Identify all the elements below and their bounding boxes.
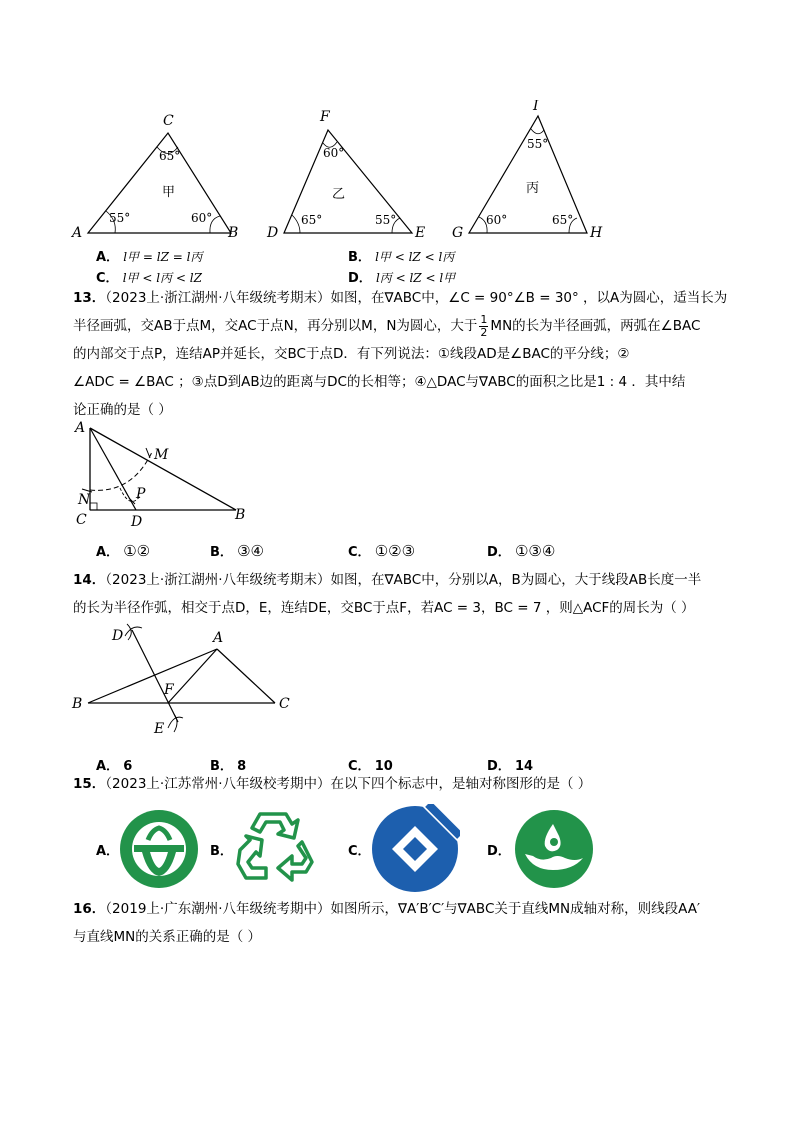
label-E: E — [415, 225, 426, 241]
recycle-logo-icon[interactable] — [232, 806, 318, 890]
label-C: C — [163, 113, 174, 129]
label-C: C — [76, 512, 87, 528]
angle-b: 60° — [191, 211, 213, 225]
label-I: I — [533, 100, 539, 114]
q16-line1: 如图所示，∇A′B′C′与∇ABC关于直线MN成轴对称，则线段AA′ — [330, 901, 701, 917]
q12-option-d[interactable]: D． l丙 < lZ < l甲 — [348, 271, 456, 286]
angle-a: 55° — [109, 211, 131, 225]
angle-h: 65° — [552, 213, 574, 227]
q12-option-c[interactable]: C． l甲 < l丙 < lZ — [96, 271, 202, 286]
name-yi: 乙 — [332, 187, 346, 202]
label-N: N — [78, 492, 91, 508]
label-F: F — [320, 109, 330, 125]
q14-option-c[interactable]: C． 10 — [348, 759, 393, 774]
q15-line1: 在以下四个标志中，是轴对称图形的是（ ） — [330, 776, 592, 792]
construction-bank-logo-icon[interactable] — [370, 804, 460, 894]
label-B: B — [235, 507, 246, 523]
q13-option-c[interactable]: C． ①②③ — [348, 542, 416, 560]
q14-source: （2023上·浙江湖州·八年级统考期末） — [105, 572, 331, 588]
q15-option-c[interactable]: C． — [348, 844, 371, 859]
question-15 — [73, 770, 733, 798]
q12-triangles-figure — [60, 100, 620, 245]
label-A: A — [75, 420, 86, 436]
label-P: P — [136, 486, 146, 502]
q13-source: （2023上·浙江湖州·八年级统考期末） — [105, 290, 331, 306]
label-B: B — [72, 696, 83, 712]
label-D: D — [131, 514, 143, 530]
q15-number: 15． — [73, 776, 106, 792]
green-food-logo-icon[interactable] — [118, 808, 200, 890]
q13-line3: 的内部交于点P，连结AP并延长，交BC于点D．有下列说法：①线段AD是∠BAC的平分线；② — [73, 346, 630, 362]
label-A: A — [213, 630, 224, 646]
q13-option-b[interactable]: B． ③④ — [210, 542, 264, 560]
q13-option-a[interactable]: A． ①② — [96, 542, 151, 560]
label-G: G — [452, 225, 464, 241]
label-H: H — [590, 225, 603, 241]
q13-line2a: 半径画弧，交AB于点M，交AC于点N，再分别以M，N为圆心，大于 — [73, 318, 478, 334]
q12-option-a[interactable]: A． l甲 = lZ = l丙 — [96, 250, 203, 265]
label-D: D — [112, 628, 124, 644]
q13-line5: 论正确的是（ ） — [73, 402, 172, 418]
q13-line4: ∠ADC = ∠BAC ；③点D到AB边的距离与DC的长相等；④△DAC与∇ABC的面积之比是1 : 4 ．其中结 — [73, 374, 686, 390]
q14-option-d[interactable]: D． 14 — [487, 759, 534, 774]
label-E: E — [154, 721, 165, 737]
q14-option-b[interactable]: B． 8 — [210, 759, 247, 774]
q14-option-a[interactable]: A． 6 — [96, 759, 133, 774]
q14-line2: 的长为半径作弧，相交于点D，E，连结DE，交BC于点F，若AC = 3，BC = 7 ，则△ACF的周长为（ ） — [73, 600, 695, 616]
q13-option-d[interactable]: D． ①③④ — [487, 542, 556, 560]
angle-g: 60° — [486, 213, 508, 227]
q15-option-a[interactable]: A． — [96, 844, 120, 859]
q13-figure — [70, 418, 260, 533]
name-jia: 甲 — [162, 185, 176, 200]
angle-i: 55° — [527, 137, 549, 151]
q16-source: （2019上·广东潮州·八年级统考期中） — [105, 901, 331, 917]
name-bing: 丙 — [526, 181, 540, 196]
question-13 — [73, 284, 733, 424]
angle-d: 65° — [301, 213, 323, 227]
fraction-one-half: $\frac{1}{2}$ — [480, 312, 488, 339]
angle-c: 65° — [159, 149, 181, 163]
q13-number: 13． — [73, 290, 106, 306]
label-F: F — [164, 682, 174, 698]
q13-line1: 如图，在∇ABC中，∠C = 90°∠B = 30° ，以A为圆心，适当长为 — [330, 290, 728, 306]
q15-source: （2023上·江苏常州·八年级校考期中） — [105, 776, 331, 792]
q16-number: 16． — [73, 901, 106, 917]
q12-option-b[interactable]: B． l甲 < lZ < l丙 — [348, 250, 455, 265]
q15-option-d[interactable]: D． — [487, 844, 511, 859]
label-C: C — [279, 696, 290, 712]
q13-line2b: MN的长为半径画弧，两弧在∠BAC — [490, 318, 701, 334]
label-A: A — [72, 225, 83, 241]
label-B: B — [228, 225, 239, 241]
angle-e: 55° — [375, 213, 397, 227]
q14-figure — [70, 618, 300, 743]
angle-f: 60° — [323, 146, 345, 160]
water-drop-logo-icon[interactable] — [513, 808, 595, 890]
q16-line2: 与直线MN的关系正确的是（ ） — [73, 929, 262, 945]
label-D: D — [267, 225, 279, 241]
question-16 — [73, 895, 733, 951]
label-M: M — [154, 447, 169, 463]
q14-number: 14． — [73, 572, 106, 588]
question-14 — [73, 566, 733, 622]
q15-option-b[interactable]: B． — [210, 844, 233, 859]
q14-line1: 如图，在∇ABC中，分别以A，B为圆心，大于线段AB长度一半 — [330, 572, 702, 588]
